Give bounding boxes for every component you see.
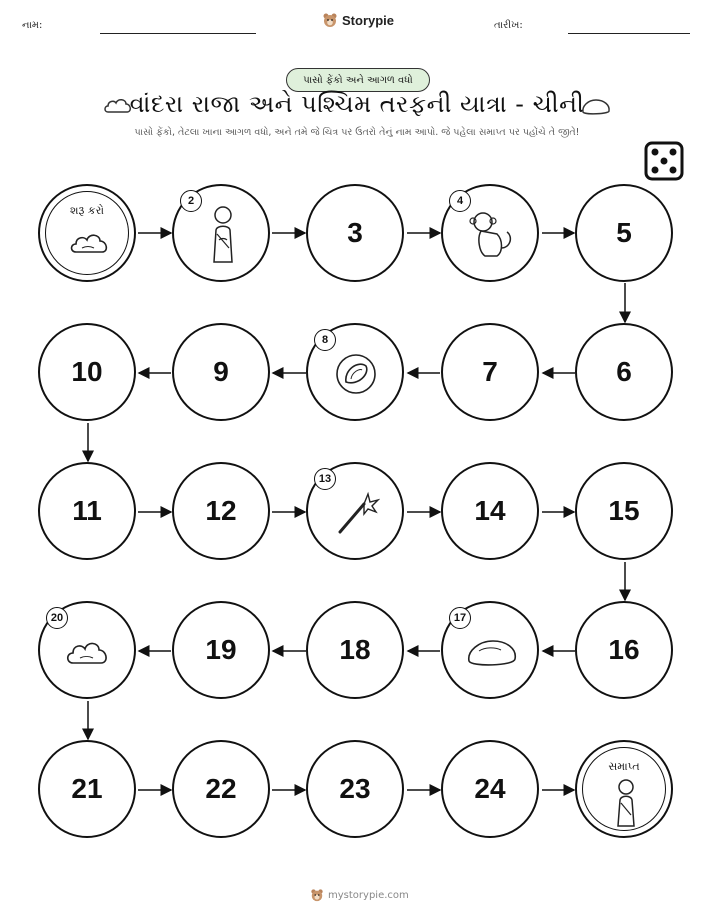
space-number-badge: 13	[314, 468, 336, 490]
space-number: 19	[205, 634, 237, 665]
board-space-11[interactable]	[38, 462, 136, 560]
space-number: 7	[482, 356, 498, 387]
board-space-22[interactable]	[172, 740, 270, 838]
board-space-18[interactable]	[306, 601, 404, 699]
board-space-4[interactable]	[441, 184, 539, 282]
board-space-7[interactable]	[441, 323, 539, 421]
board-space-3[interactable]	[306, 184, 404, 282]
footer-url[interactable]: mystorypie.com	[328, 889, 409, 901]
board-space-13[interactable]	[306, 462, 404, 560]
space-number: 24	[474, 773, 506, 804]
finish-space[interactable]	[575, 740, 673, 838]
cloud-icon	[64, 635, 112, 669]
space-number: 15	[608, 495, 640, 526]
space-number-badge: 2	[180, 190, 202, 212]
board-space-14[interactable]	[441, 462, 539, 560]
board-space-12[interactable]	[172, 462, 270, 560]
magic-staff-icon	[334, 490, 380, 536]
space-number-badge: 17	[449, 607, 471, 629]
name-label: નામ:	[22, 20, 43, 31]
space-number: 3	[347, 217, 363, 248]
start-label: શરૂ કરો	[69, 204, 105, 217]
instructions-text: પાસો ફેંકો, તેટલા ખાના આગળ વધો, અને તમે જે ચિત્ર પર ઉતરો તેનું નામ આપો. જે પહેલા સમાપ્ત પર પહોંચે તે જીતે!	[134, 127, 580, 138]
monkey-icon	[467, 208, 517, 260]
board-space-21[interactable]	[38, 740, 136, 838]
page-title: વાંદરા રાજા અને પશ્ચિમ તરફની યાત્રા - ચીની	[129, 90, 585, 118]
bear-logo-icon	[310, 888, 324, 902]
space-number-badge: 20	[46, 607, 68, 629]
board-space-10[interactable]	[38, 323, 136, 421]
board-space-16[interactable]	[575, 601, 673, 699]
monk-icon	[610, 778, 642, 828]
monk-icon	[205, 204, 241, 264]
board-space-5[interactable]	[575, 184, 673, 282]
board-space-9[interactable]	[172, 323, 270, 421]
board-space-15[interactable]	[575, 462, 673, 560]
space-number-badge: 4	[449, 190, 471, 212]
board-space-24[interactable]	[441, 740, 539, 838]
date-label: તારીખ:	[494, 20, 523, 31]
cloud-icon	[68, 228, 112, 258]
space-number-badge: 8	[314, 329, 336, 351]
start-space[interactable]	[38, 184, 136, 282]
instruction-pill: પાસો ફેંકો અને આગળ વધો	[286, 68, 430, 92]
space-number: 9	[213, 356, 229, 387]
footer	[310, 888, 409, 902]
space-number: 14	[474, 495, 506, 526]
board-space-23[interactable]	[306, 740, 404, 838]
space-number: 6	[616, 356, 632, 387]
rock-icon	[465, 637, 519, 669]
board-space-19[interactable]	[172, 601, 270, 699]
board-space-6[interactable]	[575, 323, 673, 421]
space-number: 16	[608, 634, 640, 665]
space-number: 11	[72, 495, 102, 526]
brand-name: Storypie	[342, 12, 395, 28]
space-number: 23	[339, 773, 371, 804]
finish-label: સમાપ્ત	[608, 760, 640, 773]
space-number: 18	[339, 634, 371, 665]
space-number: 21	[71, 773, 103, 804]
space-number: 5	[616, 217, 632, 248]
space-number: 10	[71, 356, 103, 387]
space-number: 12	[205, 495, 237, 526]
space-number: 22	[205, 773, 237, 804]
board-space-20[interactable]	[38, 601, 136, 699]
board-space-8[interactable]	[306, 323, 404, 421]
board-space-2[interactable]	[172, 184, 270, 282]
board-space-17[interactable]	[441, 601, 539, 699]
peach-icon	[334, 352, 378, 396]
